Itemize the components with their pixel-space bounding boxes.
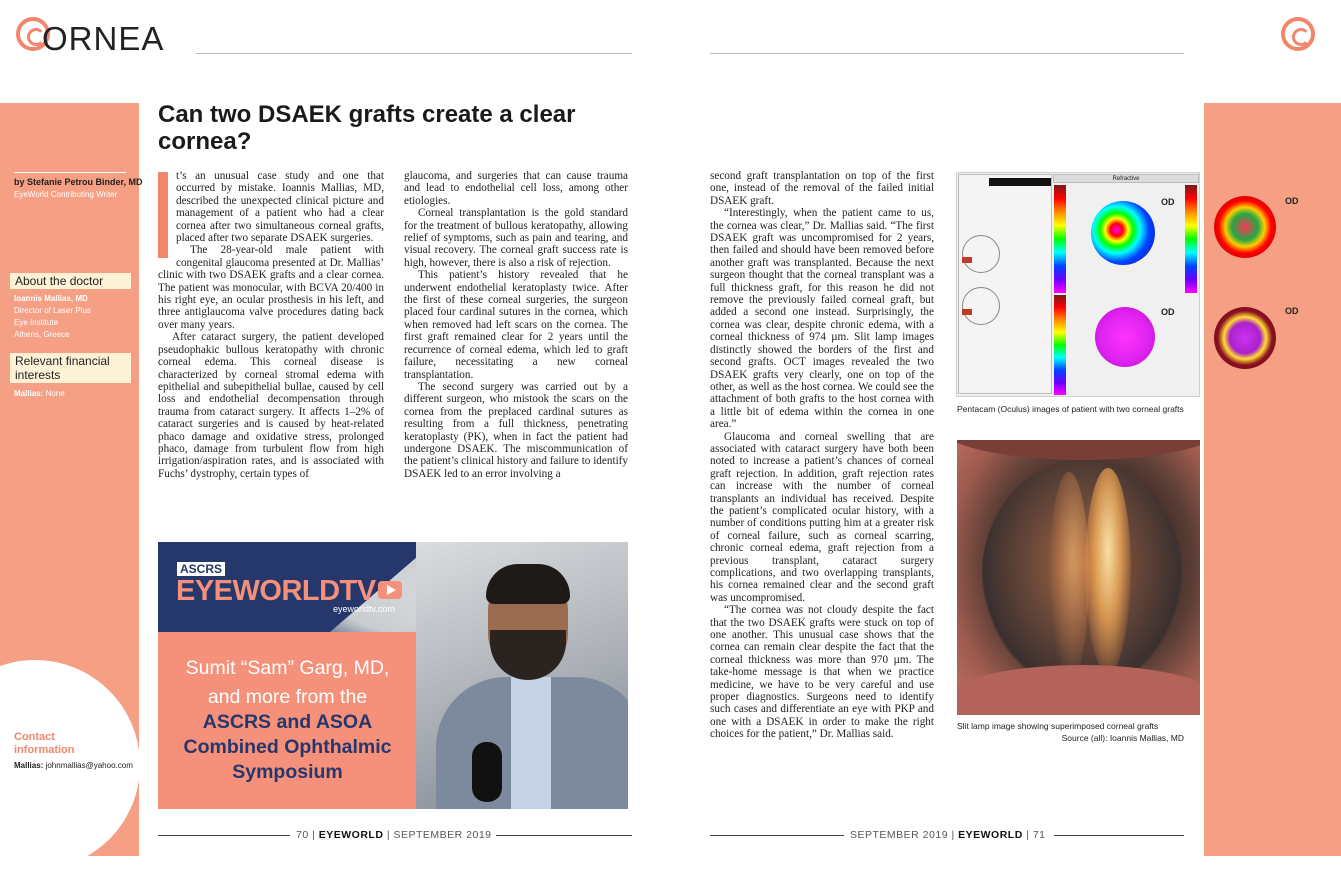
article-column-3 [710,170,934,741]
slit-beam-reflection [1085,468,1131,673]
financial-disclosure [14,388,65,400]
ad-headline-line: ASCRS and ASOA [202,711,373,733]
footer-date: SEPTEMBER 2019 [850,829,949,841]
pentacam-title: Refractive [1112,176,1140,182]
page-number: 70 [296,829,309,841]
footer-rule [710,835,844,836]
paragraph: The second surgery was carried out by a different surgeon, who mistook the scars on the cornea from the preplaced cardinal sutures as resulting from a full thickness, penetrating keratoplasty (PK), when in fact the patient had undergone DSAEK. The miscommunication of the patient’s clinical history and failure to identify DSAEK led to an error involving a [404,380,628,480]
financial-heading-line: interests [15,368,61,382]
ad-speaker-photo [416,542,628,809]
doctor-line: Eye Institute [14,318,59,327]
cornea-logo-icon-right [1281,17,1315,51]
about-doctor-heading: About the doctor [10,273,131,289]
paragraph: “Interestingly, when the patient came to us, the cornea was clear,” Dr. Mallias said. “The first DSAEK graft was uncompromised for 2 years, then failed and should have been removed before another graft was transplanted. Because the next surgeon thought that the corneal transplant was a full thickness graft, for this reason he did not remove the previously failed corneal graft, but added a second one instead. Surprisingly, the cornea was clear, despite chronic edema, with a corneal thickness of 974 µm. Slit lamp images distinctly showed the borders of the first and second grafts. OCT images revealed the two DSAEK grafts very clearly, one on top of the other, as well as the host cornea. We could see the attachment of both grafts to the host cornea with a little bit of edema within the cornea in one area.” [710,207,934,431]
byline-rule [14,172,126,173]
axis-diagram-icon [962,287,1000,325]
od-label: OD [1161,307,1175,317]
color-scale [1054,185,1066,293]
financial-name: Mallias: [14,389,44,398]
footer-rule [496,835,632,836]
microphone [472,742,502,802]
warning-flag-icon [962,309,972,315]
contact-heading-line: Contact [14,731,55,743]
slit-lamp-photo [957,440,1200,715]
contact-email-link[interactable]: johnmallias@yahoo.com [45,761,133,770]
ad-headline-line: Symposium [232,761,343,783]
upper-eyelid [957,440,1200,460]
elevation-back-map [1214,307,1276,369]
footer-date: SEPTEMBER 2019 [393,829,492,841]
speaker-hair [486,564,570,604]
ad-headline-line: Sumit “Sam” Garg, MD, [185,657,390,679]
doctor-line: Athens, Greece [14,330,70,339]
pentacam-caption: Pentacam (Oculus) images of patient with two corneal grafts [957,404,1184,414]
paragraph: second graft transplantation on top of the first one, instead of the removal of the failed initial DSAEK graft. [710,170,934,207]
article-column-2 [404,170,628,480]
paragraph: After cataract surgery, the patient developed pseudophakic bullous keratopathy with chronic corneal edema. This corneal disease is characterized by corneal stromal edema with epithelial and subepithelial bullae, caused by cell loss and endothelial decompensation through trauma from cataract surgery. It affects 1–2% of cataract surgeries and is caused by heat-related phaco damage and oxidative stress, prolonged phaco, damage from turbulent flow from high irrigation/aspiration rates, and is associated with Fuchs’ dystrophy, certain types of [158,331,384,480]
pentacam-data-table [958,174,1052,394]
paragraph: Corneal transplantation is the gold standard for the treatment of bullous keratopathy, allowing relief of symptoms, such as pain and tearing, and visual recovery. The corneal graft success rate is high, however, there is also a risk of rejection. [404,207,628,269]
paragraph: This patient’s history revealed that he underwent endothelial keratoplasty twice. After the first of these corneal surgeries, the surgeon placed four cardinal sutures in the cornea, which when removed had left scars on the cornea. The first graft remained clear for 2 years until the recurrence of corneal edema, which led to graft failure, necessitating a new corneal transplantation. [404,269,628,381]
paragraph: Glaucoma and corneal swelling that are associated with cataract surgery have both been noted to increase a patient’s chances of corneal graft rejection. In addition, graft rejection rates can increase with the number of corneal transplants an individual has received. Despite the patient’s complicated ocular history, with a number of conditions putting him at a greater risk of corneal failure, such as corneal scarring, chronic corneal edema, graft rejection from a previous transplant, cataract surgery complications, and two overlapping transplants, his cornea remained clear and the second graft was uncompromised. [710,430,934,604]
redacted-name [989,178,1051,186]
od-label: OD [1285,196,1299,206]
financial-value: None [45,389,65,398]
dropcap-bar [158,172,168,258]
header-rule-right [710,53,1184,54]
doctor-name: Ioannis Mallias, MD [14,294,88,303]
footer-left: 70 | EYEWORLD | SEPTEMBER 2019 [296,829,492,841]
header-rule-left [196,53,632,54]
axis-diagram-icon [962,235,1000,273]
color-scale [1054,295,1066,395]
footer-right: SEPTEMBER 2019 | EYEWORLD | 71 [850,829,1046,841]
ad-headline-line: Combined Ophthalmic [183,736,392,758]
od-label: OD [1285,306,1299,316]
section-logo-text: ORNEA [42,20,165,57]
elevation-front-map [1214,196,1276,258]
footer-brand: EYEWORLD [958,829,1023,841]
speaker-beard [490,630,566,680]
footer-rule [158,835,290,836]
paragraph: t’s an unusual case study and one that occurred by mistake. Ioannis Mallias, MD, described the unexpected clinical picture and management of a patient who had a clear cornea after two simultaneous corneal grafts, placed after two separate DSAEK surgeries. [176,170,384,245]
lower-eyelid [957,665,1200,715]
footer-brand: EYEWORLD [318,829,384,841]
article-title: Can two DSAEK grafts create a clear cornea? [158,101,576,155]
pentacam-title-bar [1053,174,1199,183]
financial-interests-heading [10,353,131,383]
paragraph: glaucoma, and surgeries that can cause trauma and lead to endothelial cell loss, among other etiologies. [404,170,628,207]
byline-role: EyeWorld Contributing Writer [14,190,118,199]
article-column-1 [158,170,384,480]
color-scale [1185,185,1197,293]
od-label: OD [1161,197,1175,207]
contact-heading-line: information [14,744,75,756]
graft-reflection [1049,472,1089,682]
eyeworldtv-logo: EYEWORLDTV [176,575,376,607]
play-icon[interactable] [378,581,402,599]
axial-curvature-map [1091,201,1155,265]
corneal-thickness-map [1095,307,1155,367]
page-number: 71 [1032,829,1046,841]
byline: by Stefanie Petrou Binder, MD [14,177,143,187]
contact-heading [14,731,75,757]
financial-heading-line: Relevant financial [15,354,110,368]
image-source: Source (all): Ioannis Mallias, MD [1061,733,1184,743]
ad-headline-line: and more from the [207,686,368,708]
doctor-line: Director of Laser Plus [14,306,91,315]
contact-name: Mallias: [14,761,44,770]
ad-url[interactable]: eyeworldtv.com [333,604,395,614]
pentacam-figure [956,172,1200,397]
contact-email [14,761,133,770]
paragraph: The 28-year-old male patient with congenital glaucoma presented at Dr. Mallias’ clinic with two DSAEK grafts and a clear cornea. The patient was monocular, with BCVA 20/400 in his right eye, an ocular prosthesis in his left, and three antiglaucoma valve procedures dating back over many years. [158,244,384,331]
warning-flag-icon [962,257,972,263]
ascrs-badge: ASCRS [177,562,225,576]
speaker-shirt [511,677,551,809]
slitlamp-caption: Slit lamp image showing superimposed corneal grafts [957,721,1159,731]
footer-rule [1054,835,1184,836]
paragraph: “The cornea was not cloudy despite the fact that the two DSAEK grafts were stuck on top of one another. This unusual case shows that the cornea can remain clear despite the fact that the corneal thickness was more than 970 µm. The take-home message is that when we practice medicine, we have to be very careful and use proper diagnostics. Surgeons need to identify such cases and differentiate an eye with PKP and one with a DSAEK in order to make the right choices for the patient,” Dr. Mallias said. [710,604,934,741]
